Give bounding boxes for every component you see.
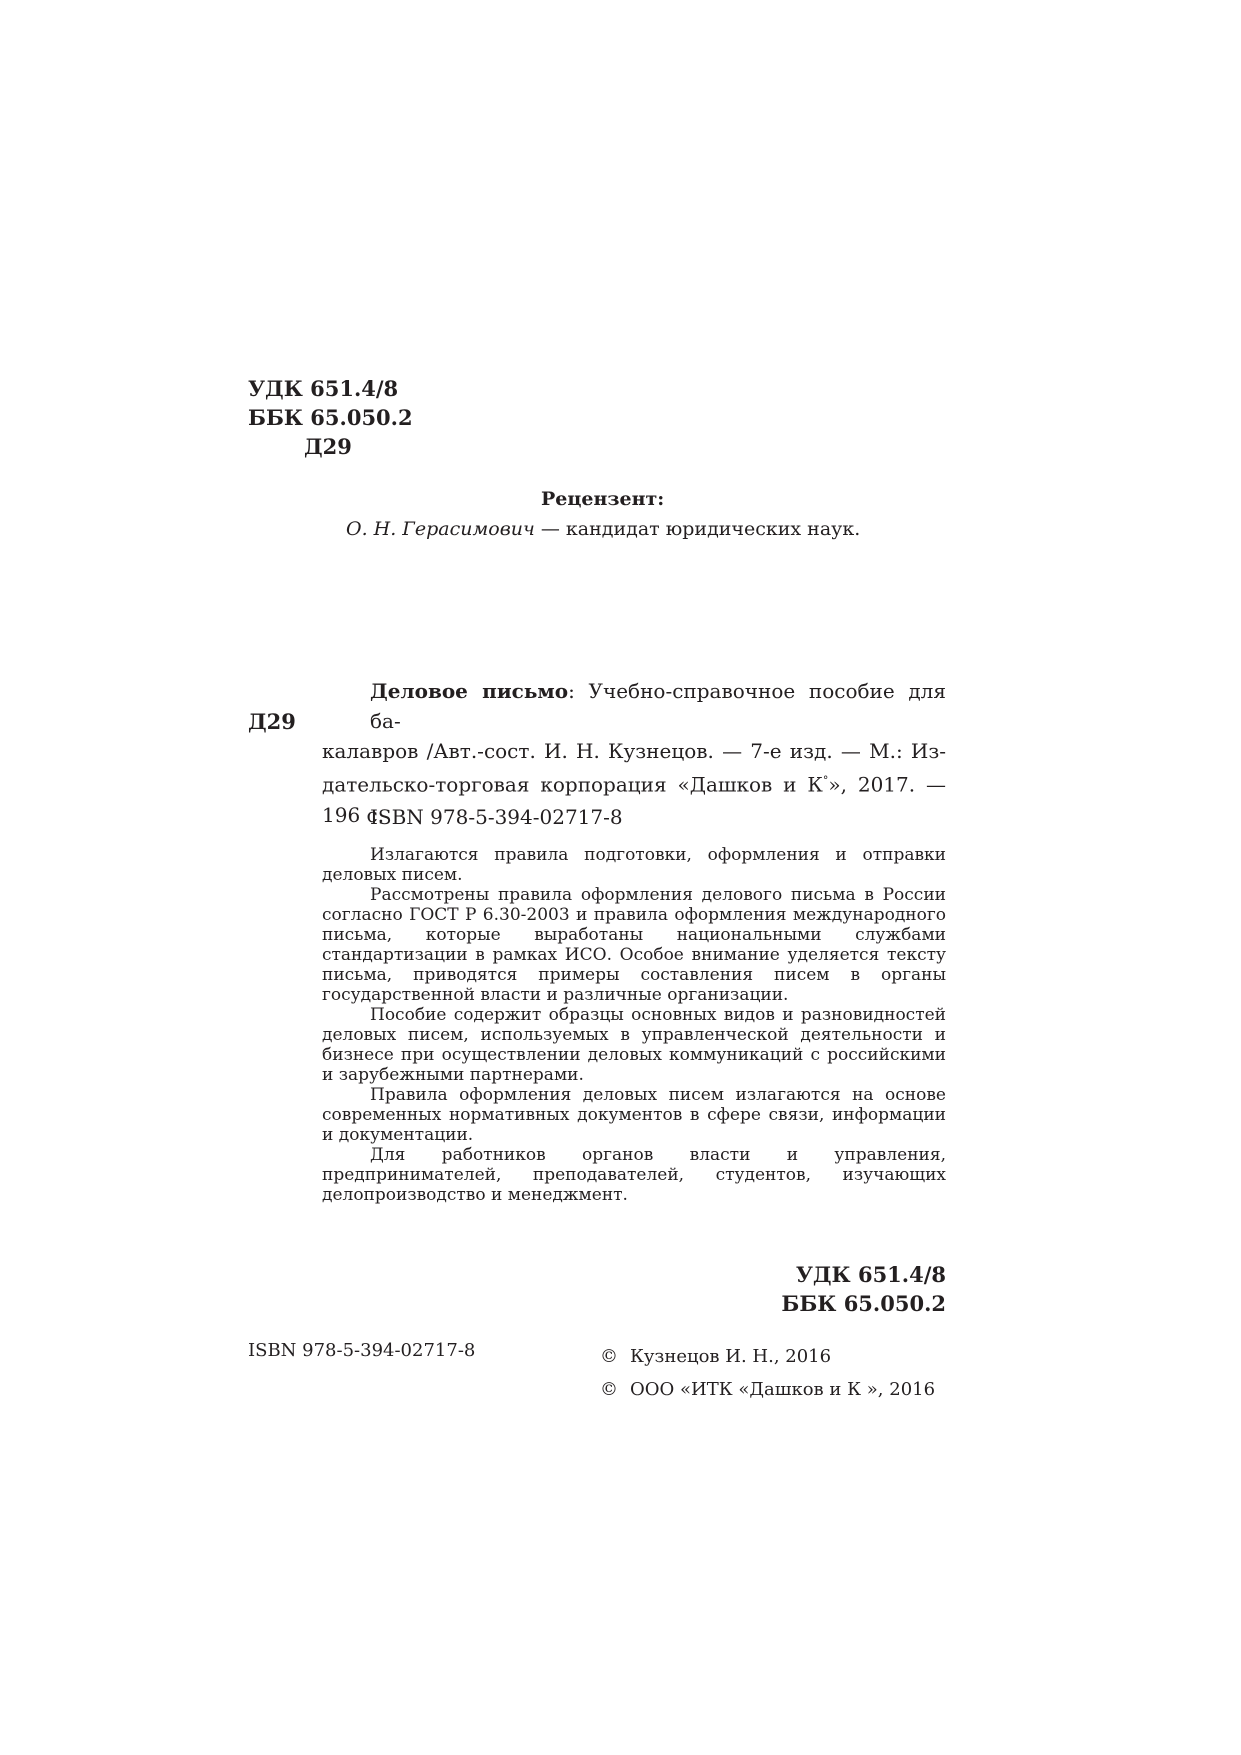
copyright-block bbox=[600, 1340, 935, 1406]
annotation-paragraph: Для работников органов власти и управления, предпринимателей, преподавателей, студентов, изучающих делопроизводство и менеджмент. bbox=[322, 1145, 946, 1205]
annotation-paragraph: Правила оформления деловых писем излагаются на основе современных нормативных документов в сфере связи, информации и документации. bbox=[322, 1085, 946, 1145]
entry-line-2: калавров /Авт.-сост. И. Н. Кузнецов. — 7-е изд. — М.: Из- bbox=[322, 739, 946, 763]
book-title: Деловое письмо bbox=[370, 679, 569, 703]
udk-code: УДК 651.4/8 bbox=[248, 376, 399, 401]
reviewer-name: О. Н. Герасимович bbox=[346, 518, 535, 540]
udk-code-right: УДК 651.4/8 bbox=[795, 1262, 946, 1287]
entry-line-3-before: дательско-торговая корпорация «Дашков и К bbox=[322, 772, 823, 797]
copyright-line bbox=[600, 1340, 935, 1373]
entry-line-1-rest: : Учебно-справочное пособие для ба- bbox=[370, 679, 946, 733]
copyright-text: Кузнецов И. Н., 2016 bbox=[630, 1346, 832, 1367]
entry-line-4: 196 с. bbox=[322, 802, 385, 827]
entry-line-3-after: », 2017. — bbox=[828, 772, 946, 797]
copyright-symbol: © bbox=[600, 1379, 618, 1400]
entry-line-1 bbox=[322, 676, 946, 736]
reviewer-description: — кандидат юридических наук. bbox=[540, 518, 861, 540]
classification-codes-right bbox=[740, 1260, 946, 1318]
annotation-paragraph: Рассмотрены правила оформления делового письма в России согласно ГОСТ Р 6.30-2003 и правила оформления международного письма, которые выработаны национальными службами стандартизации в рамках ИСО. Особое внимание уделяется тексту письма, приводятся примеры составления писем в органы государственной власти и различные организации. bbox=[322, 885, 946, 1005]
classification-codes bbox=[248, 374, 413, 461]
reviewer-heading: Рецензент: bbox=[541, 488, 665, 510]
copyright-symbol: © bbox=[600, 1346, 618, 1367]
annotation bbox=[322, 845, 946, 1205]
bbk-code-right: ББК 65.050.2 bbox=[781, 1291, 946, 1316]
isbn-main: ISBN 978-5-394-02717-8 bbox=[370, 805, 623, 829]
bbk-code: ББК 65.050.2 bbox=[248, 405, 413, 430]
annotation-paragraph: Пособие содержит образцы основных видов и разновидностей деловых писем, используемых в управленческой деятельности и бизнесе при осуществлении деловых коммуникаций с российскими и зарубежными партнерами. bbox=[322, 1005, 946, 1085]
reviewer-line bbox=[346, 518, 860, 540]
entry-line-3 bbox=[322, 766, 946, 800]
copyright-line bbox=[600, 1373, 935, 1406]
isbn-bottom: ISBN 978-5-394-02717-8 bbox=[248, 1340, 476, 1361]
entry-k-superscript: ° bbox=[822, 774, 829, 787]
entry-author-mark: Д29 bbox=[248, 709, 296, 734]
annotation-paragraph: Излагаются правила подготовки, оформления и отправки деловых писем. bbox=[322, 845, 946, 885]
author-mark: Д29 bbox=[304, 434, 352, 459]
copyright-text: ООО «ИТК «Дашков и К », 2016 bbox=[630, 1379, 936, 1400]
